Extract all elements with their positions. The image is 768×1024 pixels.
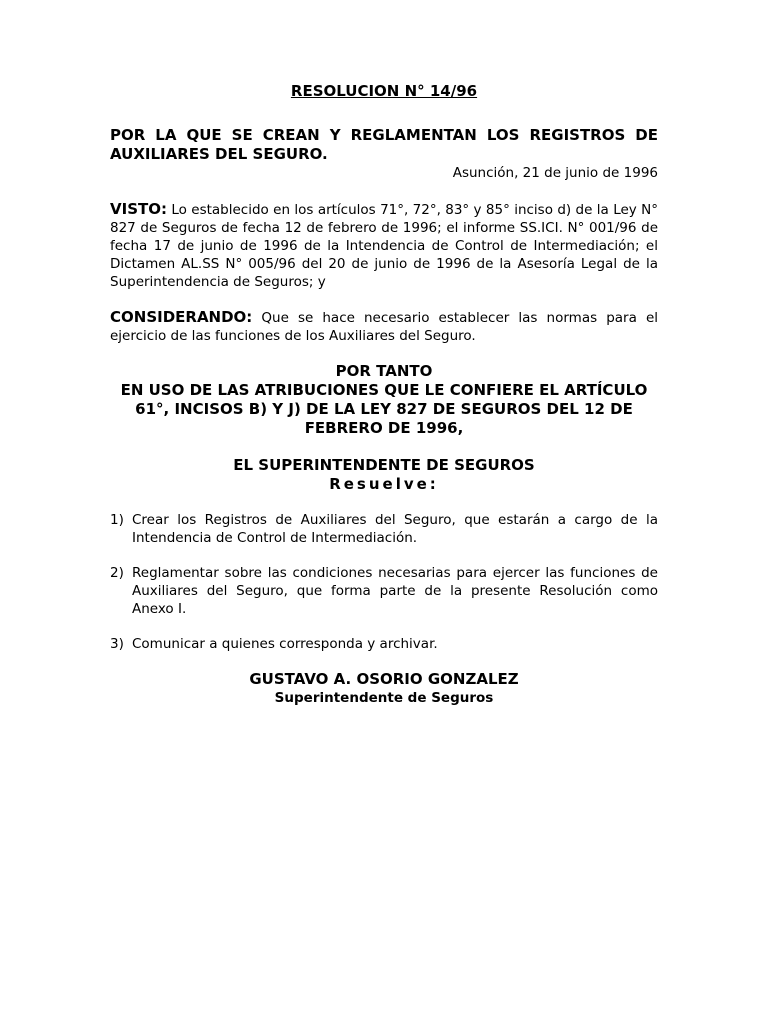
considerando-paragraph <box>110 308 658 345</box>
signer-role: Superintendente de Seguros <box>274 690 494 706</box>
visto-label: VISTO: <box>110 200 167 218</box>
item-text: Comunicar a quienes corresponda y archivar. <box>132 636 438 652</box>
superintendente-block <box>110 456 658 494</box>
item-text: Crear los Registros de Auxiliares del Seguro, que estarán a cargo de la Intendencia de Control de Intermediación. <box>132 512 658 546</box>
por-tanto-block <box>110 362 658 438</box>
resolution-title: RESOLUCION N° 14/96 <box>290 82 478 100</box>
signer-name: GUSTAVO A. OSORIO GONZALEZ <box>249 670 519 688</box>
resuelve-heading: Resuelve: <box>329 475 439 493</box>
visto-paragraph <box>110 200 658 291</box>
considerando-label: CONSIDERANDO: <box>110 308 253 326</box>
por-tanto-heading: POR TANTO <box>335 362 433 380</box>
item-text: Reglamentar sobre las condiciones necesarias para ejercer las funciones de Auxiliares del Seguro, que forma parte de la presente Resolución como Anexo I. <box>132 565 658 617</box>
item-number: 3) <box>110 636 124 652</box>
resolution-subject: POR LA QUE SE CREAN Y REGLAMENTAN LOS REGISTROS DE AUXILIARES DEL SEGURO. <box>110 126 658 163</box>
list-item <box>110 564 658 618</box>
resolution-items <box>110 511 658 653</box>
item-number: 2) <box>110 565 124 581</box>
list-item <box>110 635 658 653</box>
list-item <box>110 511 658 547</box>
superintendente-heading: EL SUPERINTENDENTE DE SEGUROS <box>233 456 535 474</box>
visto-text: Lo establecido en los artículos 71°, 72°, 83° y 85° inciso d) de la Ley N° 827 de Seguros de fecha 12 de febrero de 1996; el informe SS.ICI. N° 001/96 de fecha 17 de junio de 1996 de la Intendencia de Control de Intermediación; el Dictamen AL.SS N° 005/96 del 20 de junio de 1996 de la Asesoría Legal de la Superintendencia de Seguros; y <box>110 202 658 290</box>
atribuciones-text: EN USO DE LAS ATRIBUCIONES QUE LE CONFIERE EL ARTÍCULO 61°, INCISOS B) Y J) DE LA LEY 827 DE SEGUROS DEL 12 DE FEBRERO DE 1996, <box>120 381 648 437</box>
item-number: 1) <box>110 512 124 528</box>
considerando-text: Que se hace necesario establecer las normas para el ejercicio de las funciones de los Auxiliares del Seguro. <box>110 310 658 344</box>
resolution-date: Asunción, 21 de junio de 1996 <box>452 165 658 181</box>
